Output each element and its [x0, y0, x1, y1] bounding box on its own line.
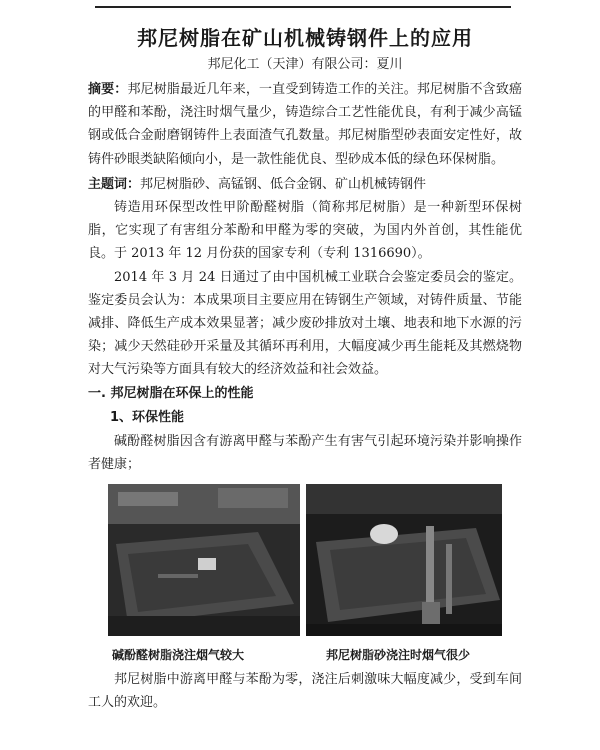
keywords-label: 主题词：: [88, 176, 141, 192]
article-title: 邦尼树脂在矿山机械铸钢件上的应用: [137, 26, 473, 50]
abstract-text: 邦尼树脂最近几年来，一直受到铸造工作的关注。邦尼树脂不含致癌的甲醛和苯酚，浇注时烟气量少，铸造综合工艺性能优良，有利于减少高锰钢或低合金耐磨钢铸件上表面渣气孔数量。邦尼树脂型砂表面安定性好，故铸件砂眼类缺陷倾向小，是一款性能优良、型砂成本低的绿色环保树脂。: [88, 82, 522, 167]
byline: 邦尼化工（天津）有限公司：夏川: [207, 57, 403, 72]
paragraph-2: 2014 年 3 月 24 日通过了由中国机械工业联合会鉴定委员会的鉴定。鉴定委员会认为：本成果项目主要应用在铸钢生产领域，对铸件质量、节能减排、降低生产成本效果显著；减少废砂排放对土壤、地表和地下水源的污染；减少天然硅砂开采量及其循环再利用，大幅度减少再生能耗及其燃烧物对大气污染等方面具有较大的经济效益和社会效益。: [88, 269, 522, 378]
photo-captions: [88, 644, 522, 668]
paragraph-4: 邦尼树脂中游离甲醛与苯酚为零，浇注后刺激味大幅度减少，受到车间工人的欢迎。: [88, 672, 522, 711]
section-heading: 一. 邦尼树脂在环保上的性能: [88, 385, 254, 401]
subsection-heading: 1、环保性能: [110, 409, 185, 425]
abstract: [88, 78, 522, 171]
paragraph-1: 铸造用环保型改性甲阶酚醛树脂（简称邦尼树脂）是一种新型环保树脂，它实现了有害组分苯酚和甲醛为零的突破，为国内外首创，其性能优良。于 2013 年 12 月份获的国家专利（专利 1316690）。: [88, 200, 522, 262]
photo-row: [88, 484, 522, 636]
paragraph-3: 碱酚醛树脂因含有游离甲醛与苯酚产生有害气引起环境污染并影响操作者健康；: [88, 433, 522, 472]
caption-left: 碱酚醛树脂浇注烟气较大: [112, 648, 245, 663]
keywords: [88, 173, 522, 196]
photo-bonnie-resin-pouring: [306, 484, 502, 636]
article: [88, 14, 522, 714]
top-rule: [95, 6, 511, 8]
photo-alkaline-resin-pouring: [108, 484, 300, 636]
caption-right: 邦尼树脂砂浇注时烟气很少: [326, 648, 471, 663]
keywords-text: 邦尼树脂砂、高锰钢、低合金钢、矿山机械铸钢件: [140, 176, 427, 192]
abstract-label: 摘要：: [88, 82, 128, 97]
